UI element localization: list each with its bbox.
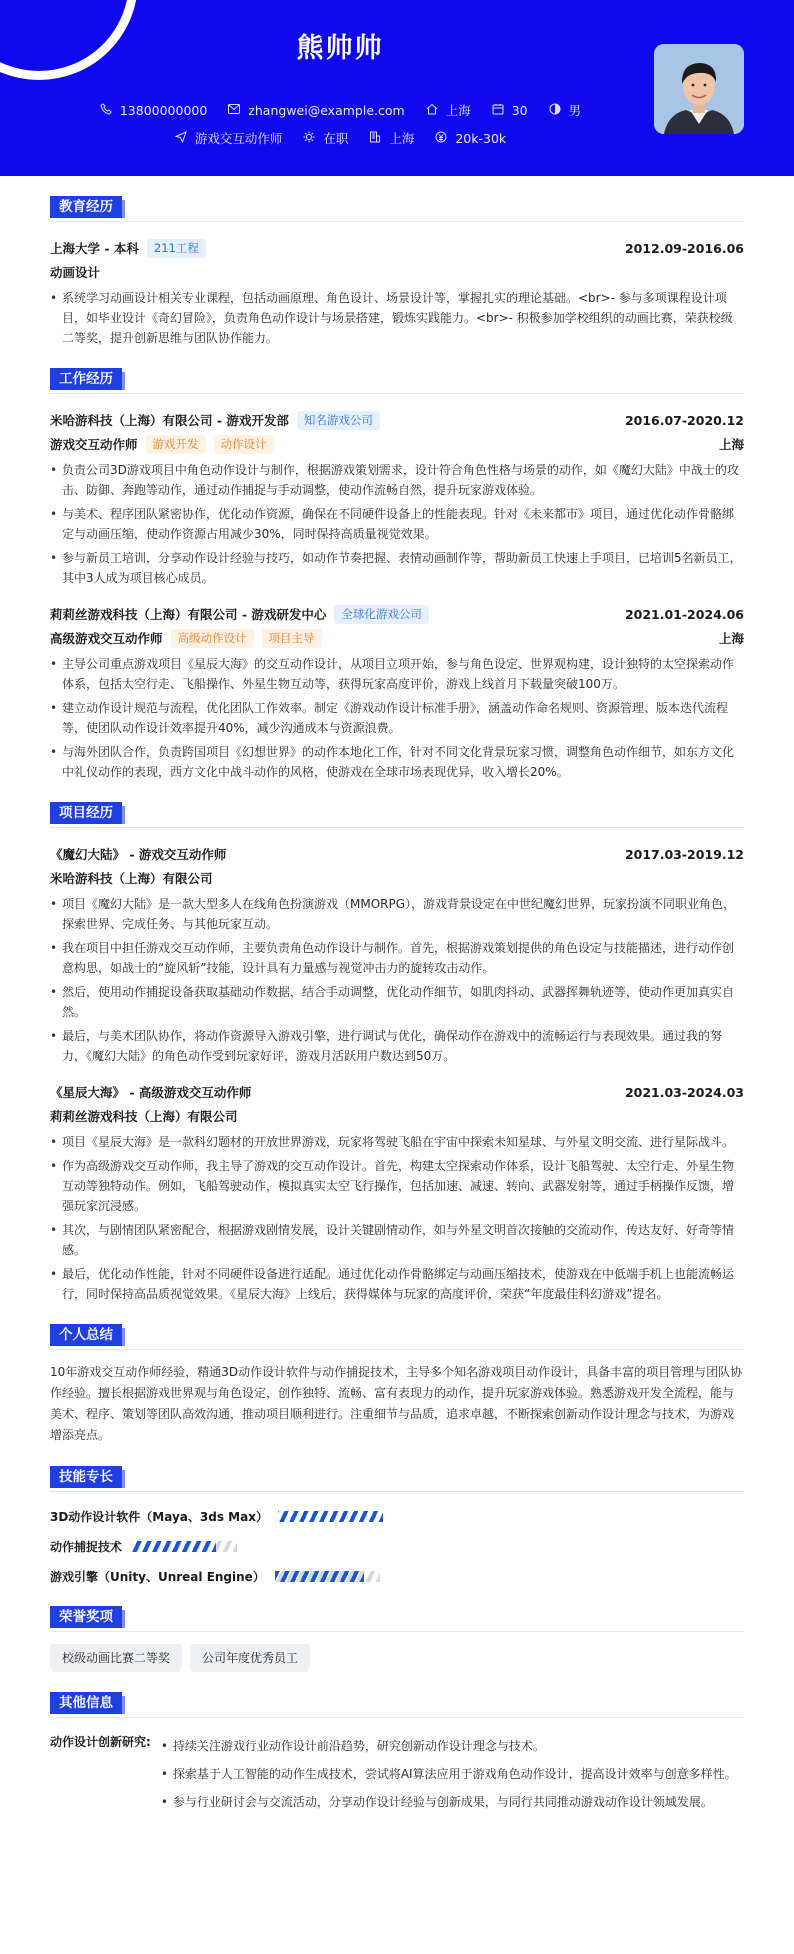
project-bullets — [50, 894, 744, 1066]
skill-level-bar — [275, 1571, 380, 1582]
phone-icon — [99, 103, 113, 118]
list-item: • 最后，与美术团队协作，将动作资源导入游戏引擎，进行调试与优化，确保动作在游戏中的流畅运行与表现效果。通过我的努力，《魔幻大陆》的角色动作受到玩家好评，游戏月活跃用户数达到50万。 — [50, 1026, 744, 1066]
skill-name: 动作捕捉技术 — [50, 1539, 123, 1554]
list-item: • 参与新员工培训，分享动作设计经验与技巧，如动作节奏把握、表情动画制作等，帮助新员工快速上手项目，已培训5名新员工，其中3人成为项目核心成员。 — [50, 548, 744, 588]
education-dates: 2012.09-2016.06 — [624, 240, 744, 256]
work-entry — [50, 408, 744, 588]
job-tag: 游戏开发 — [146, 435, 206, 454]
gender-info — [548, 101, 582, 119]
job-intent-row — [0, 129, 680, 147]
awards-section — [50, 1606, 744, 1672]
email-info — [227, 103, 404, 118]
work-location: 上海 — [718, 631, 744, 646]
work-entry — [50, 602, 744, 782]
skill-level-bar — [278, 1511, 383, 1522]
other-label: 动作设计创新研究: — [50, 1735, 151, 1749]
school-tag: 211工程 — [147, 239, 206, 258]
list-item: • 系统学习动画设计相关专业课程，包括动画原理、角色设计、场景设计等，掌握扎实的理论基础。<br>- 参与多项课程设计项目，如毕业设计《奇幻冒险》，负责角色动作设计与场景搭建，锻炼实践能力。<br>- 积极参加学校组织的动画比赛，荣获校级二等奖，提升创新思维与团队协作能力。 — [50, 288, 744, 348]
summary-section — [50, 1324, 744, 1446]
school-name: 上海大学 - 本科 — [50, 241, 139, 256]
company-row — [50, 602, 744, 626]
list-item: • 最后，优化动作性能，针对不同硬件设备进行适配。通过优化动作骨骼绑定与动画压缩技术，使游戏在中低端手机上也能流畅运行，同时保持高品质视觉效果。《星辰大海》上线后，获得媒体与玩家的高度评价，荣获“年度最佳科幻游戏”提名。 — [50, 1264, 744, 1304]
role-info — [174, 129, 283, 147]
title-row — [50, 432, 744, 456]
section-title: 技能专长 — [50, 1466, 122, 1488]
skill-name: 游戏引擎（Unity、Unreal Engine） — [50, 1569, 265, 1584]
section-title: 荣誉奖项 — [50, 1606, 122, 1628]
award-chip: 校级动画比赛二等奖 — [50, 1644, 182, 1672]
section-title: 项目经历 — [50, 802, 122, 824]
list-item: • 其次，与剧情团队紧密配合，根据游戏剧情发展，设计关键剧情动作，如与外星文明首次接触的交流动作，传达友好、好奇等情感。 — [50, 1220, 744, 1260]
target-city-info — [368, 129, 414, 147]
salary-info — [434, 131, 506, 146]
resume-body — [0, 196, 794, 1820]
education-section — [50, 196, 744, 348]
section-header — [50, 1324, 744, 1350]
job-title: 游戏交互动作师 — [50, 437, 138, 452]
section-title: 教育经历 — [50, 196, 122, 218]
gender-icon — [548, 103, 562, 118]
summary-text: 10年游戏交互动作师经验，精通3D动作设计软件与动作捕捉技术，主导多个知名游戏项目动作设计，具备丰富的项目管理与团队协作经验。擅长根据游戏世界观与角色设定，创作独特、流畅、富有表现力的动作，提升玩家游戏体验。熟悉游戏开发全流程，能与美术、程序、策划等团队高效沟通，推动项目顺利进行。注重细节与品质，追求卓越，不断探索创新动作设计理念与技术，为游戏增添亮点。 — [50, 1365, 743, 1442]
job-title: 高级游戏交互动作师 — [50, 631, 163, 646]
section-title: 工作经历 — [50, 368, 122, 390]
major-row — [50, 260, 744, 284]
section-header — [50, 1692, 744, 1718]
company-name: 米哈游科技（上海）有限公司 - 游戏开发部 — [50, 413, 289, 428]
section-header — [50, 802, 744, 828]
contact-row — [0, 101, 680, 119]
skill-level-fill — [132, 1541, 216, 1552]
salary-text: 20k-30k — [455, 130, 507, 146]
company-name: 莉莉丝游戏科技（上海）有限公司 - 游戏研发中心 — [50, 607, 327, 622]
projects-section — [50, 802, 744, 1304]
resume-header — [0, 0, 794, 176]
email-text: zhangwei@example.com — [248, 102, 405, 118]
award-list — [50, 1644, 744, 1672]
skill-name: 3D动作设计软件（Maya、3ds Max） — [50, 1509, 268, 1524]
list-item: • 作为高级游戏交互动作师，我主导了游戏的交互动作设计。首先，构建太空探索动作体系，设计飞船驾驶、太空行走、外星生物互动等独特动作。例如，飞船驾驶动作，模拟真实太空飞行操作，包括加速、减速、转向、武器发射等，通过手柄操作反馈，增强玩家沉浸感。 — [50, 1156, 744, 1216]
list-item: • 持续关注游戏行业动作设计前沿趋势，研究创新动作设计理念与技术。 — [161, 1736, 737, 1756]
company-row — [50, 408, 744, 432]
work-section — [50, 368, 744, 782]
list-item: • 与海外团队合作，负责跨国项目《幻想世界》的动作本地化工作，针对不同文化背景玩家习惯，调整角色动作细节，如东方文化中礼仪动作的表现，西方文化中战斗动作的风格，使游戏在全球市场表现优异，收入增长20%。 — [50, 742, 744, 782]
list-item: • 建立动作设计规范与流程，优化团队工作效率。制定《游戏动作设计标准手册》，涵盖动作命名规则、资源管理、版本迭代流程等，使团队动作设计效率提升40%，减少沟通成本与资源浪费。 — [50, 698, 744, 738]
section-title: 其他信息 — [50, 1692, 122, 1714]
list-item: • 项目《星辰大海》是一款科幻题材的开放世界游戏，玩家将驾驶飞船在宇宙中探索未知星球、与外星文明交流、进行星际战斗。 — [50, 1132, 744, 1152]
target-city-text: 上海 — [389, 131, 415, 146]
skill-level-bar — [132, 1541, 237, 1552]
status-icon — [302, 131, 316, 146]
project-dates: 2017.03-2019.12 — [624, 846, 744, 862]
candidate-name: 熊帅帅 — [296, 33, 384, 64]
send-icon — [174, 131, 188, 146]
skill-level-fill — [275, 1571, 364, 1582]
skill-level-fill — [278, 1511, 383, 1522]
job-tag: 项目主导 — [262, 629, 322, 648]
skill-item — [50, 1566, 744, 1586]
project-dates: 2021.03-2024.03 — [624, 1084, 744, 1100]
list-item: • 我在项目中担任游戏交互动作师，主要负责角色动作设计与制作。首先，根据游戏策划提供的角色设定与技能描述，进行动作创意构思，如战士的“旋风斩”技能，设计具有力量感与视觉冲击力的旋转攻击动作。 — [50, 938, 744, 978]
other-info — [50, 1732, 744, 1820]
project-company-row — [50, 866, 744, 890]
work-bullets — [50, 460, 744, 588]
project-name: 《魔幻大陆》 - 游戏交互动作师 — [50, 847, 227, 862]
work-bullets — [50, 654, 744, 782]
skill-list — [50, 1506, 744, 1586]
job-tag: 动作设计 — [214, 435, 274, 454]
other-bullets — [161, 1736, 737, 1820]
project-bullets — [50, 1132, 744, 1304]
list-item: • 参与行业研讨会与交流活动，分享动作设计经验与创新成果，与同行共同推动游戏动作设计领域发展。 — [161, 1792, 737, 1812]
gender-text: 男 — [568, 103, 582, 118]
status-info — [302, 129, 348, 147]
section-header — [50, 1466, 744, 1492]
other-section — [50, 1692, 744, 1820]
city-info — [425, 101, 471, 119]
work-location: 上海 — [718, 437, 744, 452]
mail-icon — [227, 104, 241, 117]
job-tag: 高级动作设计 — [171, 629, 254, 648]
home-icon — [425, 103, 439, 118]
phone-info — [99, 103, 207, 118]
project-row — [50, 1080, 744, 1104]
major: 动画设计 — [50, 265, 101, 280]
project-row — [50, 842, 744, 866]
company-tag: 全球化游戏公司 — [334, 605, 429, 624]
list-item: • 然后，使用动作捕捉设备获取基础动作数据，结合手动调整，优化动作细节，如肌肉抖动、武器挥舞轨迹等，使动作更加真实自然。 — [50, 982, 744, 1022]
work-dates: 2021.01-2024.06 — [624, 606, 744, 622]
project-company-row — [50, 1104, 744, 1128]
age-info — [491, 103, 528, 118]
status-text: 在职 — [323, 131, 349, 146]
project-name: 《星辰大海》 - 高级游戏交互动作师 — [50, 1085, 252, 1100]
section-header — [50, 196, 744, 222]
education-row — [50, 236, 744, 260]
salary-icon — [434, 131, 448, 146]
list-item: • 项目《魔幻大陆》是一款大型多人在线角色扮演游戏（MMORPG），游戏背景设定在中世纪魔幻世界，玩家扮演不同职业角色，探索世界、完成任务、与其他玩家互动。 — [50, 894, 744, 934]
work-dates: 2016.07-2020.12 — [624, 412, 744, 428]
skill-item — [50, 1536, 744, 1556]
list-item: • 与美术、程序团队紧密协作，优化动作资源，确保在不同硬件设备上的性能表现。针对《未来都市》项目，通过优化动作骨骼绑定与动画压缩，使动作资源占用减少30%，同时保持高质量视觉效果。 — [50, 504, 744, 544]
section-title: 个人总结 — [50, 1324, 122, 1346]
project-company: 莉莉丝游戏科技（上海）有限公司 — [50, 1109, 238, 1124]
company-tag: 知名游戏公司 — [297, 411, 380, 430]
list-item: • 负责公司3D游戏项目中角色动作设计与制作，根据游戏策划需求，设计符合角色性格与场景的动作，如《魔幻大陆》中战士的攻击、防御、奔跑等动作，通过动作捕捉与手动调整，使动作流畅自然，提升玩家游戏体验。 — [50, 460, 744, 500]
role-text: 游戏交互动作师 — [194, 131, 283, 146]
project-company: 米哈游科技（上海）有限公司 — [50, 871, 213, 886]
project-entry — [50, 1080, 744, 1304]
city-text: 上海 — [445, 103, 471, 118]
avatar — [654, 44, 744, 134]
skill-item — [50, 1506, 744, 1526]
section-header — [50, 1606, 744, 1632]
calendar-icon — [491, 103, 505, 118]
education-bullets — [50, 288, 744, 348]
list-item: • 主导公司重点游戏项目《星辰大海》的交互动作设计，从项目立项开始，参与角色设定、世界观构建，设计独特的太空探索动作体系，包括太空行走、飞船操作、外星生物互动等，获得玩家高度评价，游戏上线首月下载量突破100万。 — [50, 654, 744, 694]
education-entry — [50, 236, 744, 348]
award-chip: 公司年度优秀员工 — [190, 1644, 310, 1672]
skills-section — [50, 1466, 744, 1586]
title-row — [50, 626, 744, 650]
section-header — [50, 368, 744, 394]
age-text: 30 — [511, 102, 528, 118]
building-icon — [368, 131, 382, 146]
project-entry — [50, 842, 744, 1066]
phone-text: 13800000000 — [119, 102, 208, 118]
list-item: • 探索基于人工智能的动作生成技术，尝试将AI算法应用于游戏角色动作设计，提高设计效率与创意多样性。 — [161, 1764, 737, 1784]
